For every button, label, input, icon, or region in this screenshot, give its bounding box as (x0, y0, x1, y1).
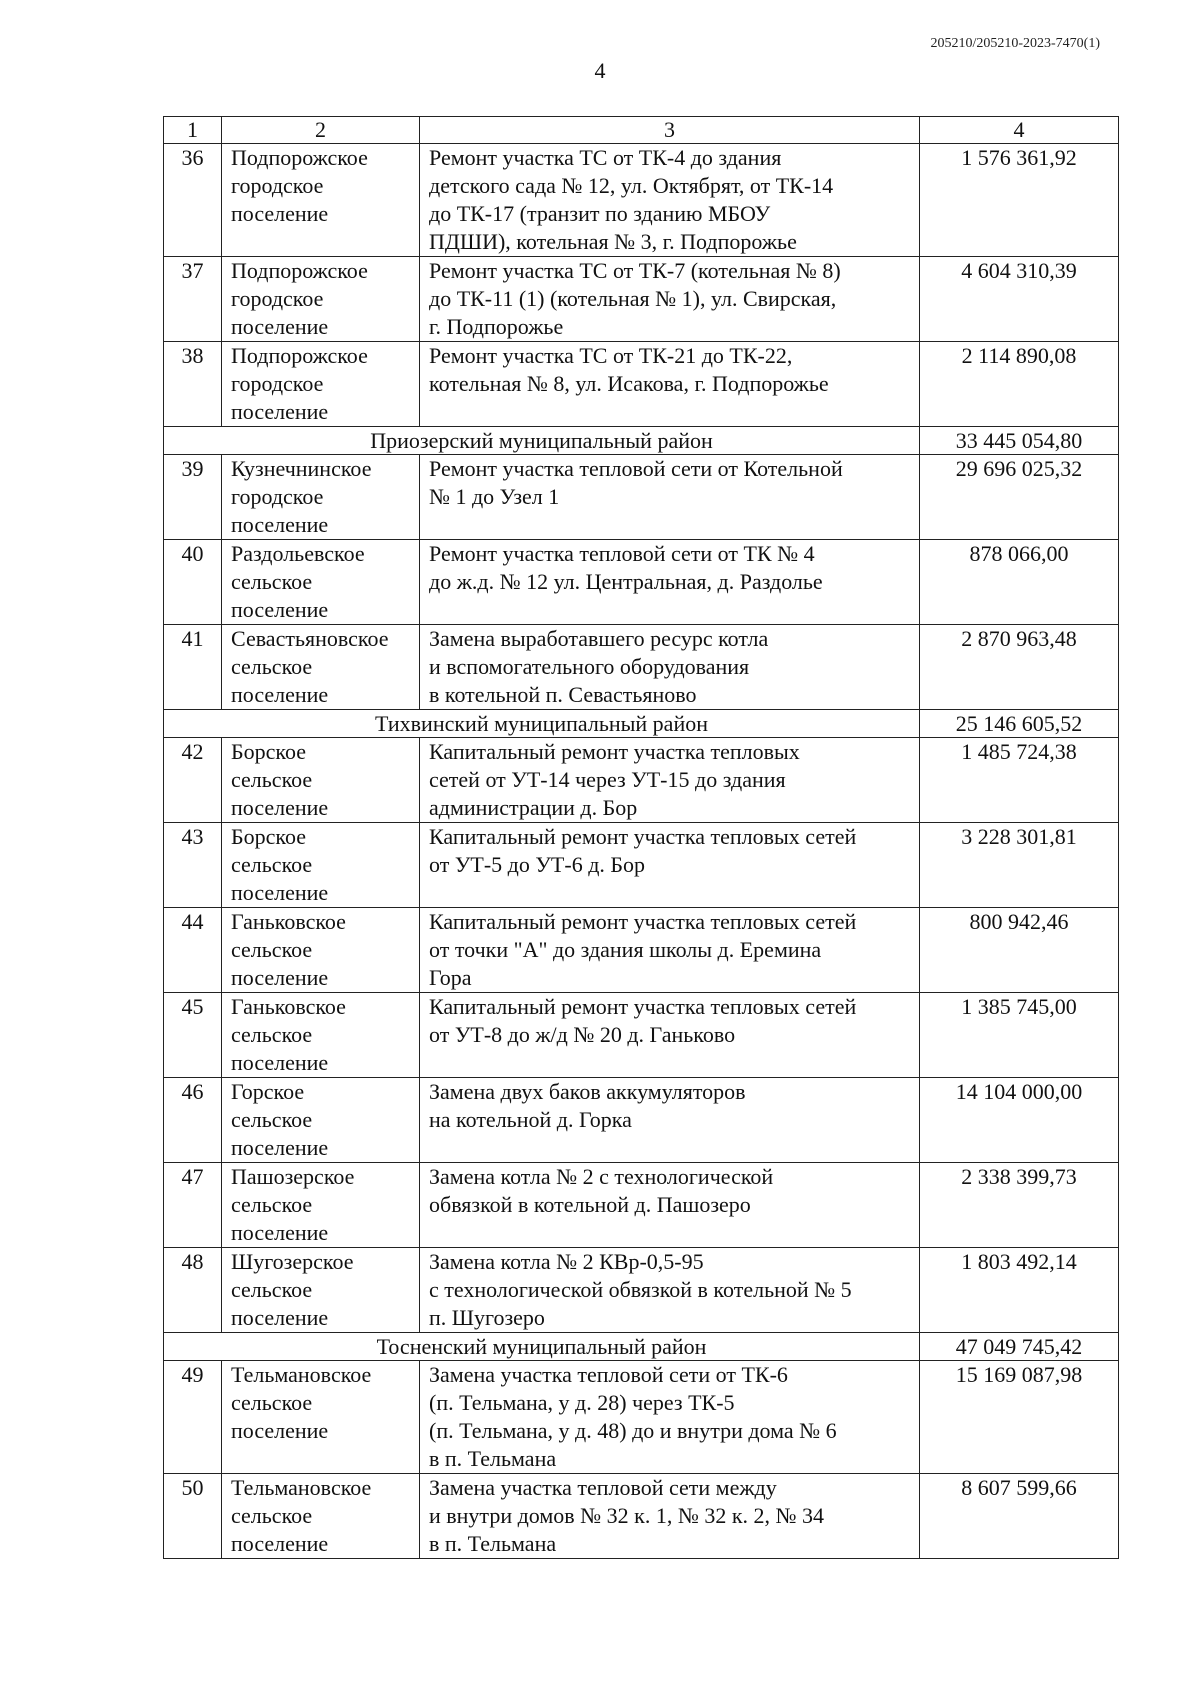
funding-table (163, 116, 1119, 1559)
settlement-line: Тельмановское (231, 1475, 372, 1500)
amount-cell: 1 803 492,14 (920, 1248, 1119, 1333)
section-amount: 25 146 605,52 (920, 710, 1119, 738)
description-cell (420, 540, 920, 625)
settlement-line: сельское (231, 767, 313, 792)
amount-cell: 2 114 890,08 (920, 342, 1119, 427)
description-cell (420, 1163, 920, 1248)
page-number: 4 (594, 58, 606, 83)
table-row (164, 144, 1119, 257)
row-number: 38 (164, 342, 222, 427)
description-line: на котельной д. Горка (429, 1107, 632, 1132)
description-line: Ремонт участка ТС от ТК-4 до здания (429, 145, 782, 170)
settlement-line: Пашозерское (231, 1164, 355, 1189)
description-line: г. Подпорожье (429, 314, 564, 339)
section-row (164, 1333, 1119, 1361)
description-line: п. Шугозеро (429, 1305, 545, 1330)
settlement-line: поселение (231, 1135, 329, 1160)
table-row (164, 908, 1119, 993)
description-cell (420, 1474, 920, 1559)
settlement-cell (222, 823, 420, 908)
description-line: от УТ-5 до УТ-6 д. Бор (429, 852, 646, 877)
description-line: Ремонт участка тепловой сети от Котельной (429, 456, 843, 481)
description-line: от УТ-8 до ж/д № 20 д. Ганьково (429, 1022, 736, 1047)
amount-cell: 1 576 361,92 (920, 144, 1119, 257)
description-line: ПДШИ), котельная № 3, г. Подпорожье (429, 229, 797, 254)
description-cell (420, 1248, 920, 1333)
table-row (164, 993, 1119, 1078)
description-line: Замена котла № 2 с технологической (429, 1164, 774, 1189)
settlement-line: поселение (231, 399, 329, 424)
description-cell (420, 908, 920, 993)
settlement-line: городское (231, 286, 324, 311)
description-cell (420, 993, 920, 1078)
row-number: 39 (164, 455, 222, 540)
amount-cell: 2 870 963,48 (920, 625, 1119, 710)
settlement-line: сельское (231, 1192, 313, 1217)
table-row (164, 823, 1119, 908)
row-number: 42 (164, 738, 222, 823)
settlement-line: Подпорожское (231, 258, 368, 283)
row-number: 37 (164, 257, 222, 342)
row-number: 48 (164, 1248, 222, 1333)
settlement-cell (222, 738, 420, 823)
description-line: в котельной п. Севастьяново (429, 682, 697, 707)
settlement-line: поселение (231, 597, 329, 622)
section-row (164, 427, 1119, 455)
settlement-line: городское (231, 484, 324, 509)
settlement-cell (222, 540, 420, 625)
description-cell (420, 342, 920, 427)
row-number: 47 (164, 1163, 222, 1248)
description-line: Замена двух баков аккумуляторов (429, 1079, 746, 1104)
amount-cell: 4 604 310,39 (920, 257, 1119, 342)
amount-cell: 1 485 724,38 (920, 738, 1119, 823)
description-cell (420, 1361, 920, 1474)
description-line: Капитальный ремонт участка тепловых сетей (429, 909, 857, 934)
description-line: до ТК-17 (транзит по зданию МБОУ (429, 201, 771, 226)
description-line: в п. Тельмана (429, 1531, 557, 1556)
settlement-cell (222, 1163, 420, 1248)
description-line: Замена участка тепловой сети от ТК-6 (429, 1362, 788, 1387)
description-line: до ж.д. № 12 ул. Центральная, д. Раздолье (429, 569, 823, 594)
description-cell (420, 455, 920, 540)
description-line: и вспомогательного оборудования (429, 654, 750, 679)
settlement-line: поселение (231, 795, 329, 820)
settlement-line: сельское (231, 1107, 313, 1132)
description-line: от точки "А" до здания школы д. Еремина (429, 937, 822, 962)
description-line: в п. Тельмана (429, 1446, 557, 1471)
description-cell (420, 823, 920, 908)
settlement-line: Севастьяновское (231, 626, 389, 651)
row-number: 41 (164, 625, 222, 710)
settlement-line: сельское (231, 654, 313, 679)
table-row (164, 1163, 1119, 1248)
row-number: 50 (164, 1474, 222, 1559)
settlement-line: поселение (231, 1418, 329, 1443)
table-row (164, 1474, 1119, 1559)
settlement-line: сельское (231, 937, 313, 962)
header-cell-1: 1 (164, 117, 222, 144)
description-line: обвязкой в котельной д. Пашозеро (429, 1192, 751, 1217)
description-line: Ремонт участка тепловой сети от ТК № 4 (429, 541, 815, 566)
description-line: сетей от УТ-14 через УТ-15 до здания (429, 767, 786, 792)
row-number: 45 (164, 993, 222, 1078)
description-line: Ремонт участка ТС от ТК-7 (котельная № 8) (429, 258, 841, 283)
settlement-line: сельское (231, 852, 313, 877)
settlement-line: Подпорожское (231, 343, 368, 368)
table-row (164, 540, 1119, 625)
settlement-cell (222, 455, 420, 540)
table-row (164, 1078, 1119, 1163)
settlement-line: сельское (231, 569, 313, 594)
description-line: Гора (429, 965, 472, 990)
table-row (164, 257, 1119, 342)
settlement-line: сельское (231, 1022, 313, 1047)
description-cell (420, 738, 920, 823)
description-line: (п. Тельмана, у д. 48) до и внутри дома № 6 (429, 1418, 837, 1443)
table-row (164, 455, 1119, 540)
description-cell (420, 144, 920, 257)
table-row (164, 342, 1119, 427)
settlement-line: поселение (231, 1220, 329, 1245)
settlement-cell (222, 625, 420, 710)
settlement-line: сельское (231, 1503, 313, 1528)
table-body (164, 117, 1119, 1559)
settlement-line: Тельмановское (231, 1362, 372, 1387)
amount-cell: 14 104 000,00 (920, 1078, 1119, 1163)
settlement-line: поселение (231, 512, 329, 537)
settlement-line: поселение (231, 201, 329, 226)
row-number: 44 (164, 908, 222, 993)
section-amount: 47 049 745,42 (920, 1333, 1119, 1361)
description-line: администрации д. Бор (429, 795, 638, 820)
header-cell-3: 3 (420, 117, 920, 144)
settlement-line: Ганьковское (231, 994, 346, 1019)
description-line: Капитальный ремонт участка тепловых (429, 739, 800, 764)
section-name: Приозерский муниципальный район (164, 427, 920, 455)
section-name: Тосненский муниципальный район (164, 1333, 920, 1361)
amount-cell: 2 338 399,73 (920, 1163, 1119, 1248)
settlement-cell (222, 257, 420, 342)
description-line: (п. Тельмана, у д. 28) через ТК-5 (429, 1390, 735, 1415)
row-number: 49 (164, 1361, 222, 1474)
description-cell (420, 257, 920, 342)
amount-cell: 3 228 301,81 (920, 823, 1119, 908)
row-number: 43 (164, 823, 222, 908)
settlement-line: Раздольевское (231, 541, 365, 566)
settlement-cell (222, 908, 420, 993)
description-line: Капитальный ремонт участка тепловых сетей (429, 994, 857, 1019)
description-line: Замена участка тепловой сети между (429, 1475, 777, 1500)
row-number: 36 (164, 144, 222, 257)
table-row (164, 625, 1119, 710)
amount-cell: 8 607 599,66 (920, 1474, 1119, 1559)
settlement-cell (222, 993, 420, 1078)
settlement-line: Ганьковское (231, 909, 346, 934)
settlement-line: Подпорожское (231, 145, 368, 170)
description-line: № 1 до Узел 1 (429, 484, 560, 509)
settlement-line: поселение (231, 880, 329, 905)
settlement-line: Борское (231, 824, 307, 849)
settlement-cell (222, 1078, 420, 1163)
description-line: с технологической обвязкой в котельной № 5 (429, 1277, 852, 1302)
header-cell-4: 4 (920, 117, 1119, 144)
settlement-line: поселение (231, 965, 329, 990)
settlement-cell (222, 1474, 420, 1559)
description-line: и внутри домов № 32 к. 1, № 32 к. 2, № 34 (429, 1503, 825, 1528)
description-cell (420, 1078, 920, 1163)
header-row (164, 117, 1119, 144)
description-line: до ТК-11 (1) (котельная № 1), ул. Свирская, (429, 286, 837, 311)
settlement-line: Борское (231, 739, 307, 764)
amount-cell: 878 066,00 (920, 540, 1119, 625)
row-number: 40 (164, 540, 222, 625)
header-cell-2: 2 (222, 117, 420, 144)
settlement-line: Кузнечнинское (231, 456, 372, 481)
section-name: Тихвинский муниципальный район (164, 710, 920, 738)
amount-cell: 15 169 087,98 (920, 1361, 1119, 1474)
settlement-line: сельское (231, 1277, 313, 1302)
settlement-line: поселение (231, 682, 329, 707)
settlement-line: сельское (231, 1390, 313, 1415)
settlement-cell (222, 1361, 420, 1474)
table-row (164, 1248, 1119, 1333)
settlement-cell (222, 1248, 420, 1333)
description-line: Замена выработавшего ресурс котла (429, 626, 769, 651)
amount-cell: 29 696 025,32 (920, 455, 1119, 540)
row-number: 46 (164, 1078, 222, 1163)
section-row (164, 710, 1119, 738)
settlement-line: поселение (231, 314, 329, 339)
amount-cell: 1 385 745,00 (920, 993, 1119, 1078)
description-cell (420, 625, 920, 710)
settlement-line: поселение (231, 1050, 329, 1075)
description-line: Ремонт участка ТС от ТК-21 до ТК-22, (429, 343, 793, 368)
settlement-line: поселение (231, 1531, 329, 1556)
description-line: котельная № 8, ул. Исакова, г. Подпорожье (429, 371, 829, 396)
settlement-cell (222, 342, 420, 427)
settlement-line: Горское (231, 1079, 305, 1104)
document-id: 205210/205210-2023-7470(1) (930, 36, 1100, 51)
description-line: Капитальный ремонт участка тепловых сетей (429, 824, 857, 849)
section-amount: 33 445 054,80 (920, 427, 1119, 455)
settlement-cell (222, 144, 420, 257)
description-line: Замена котла № 2 КВр-0,5-95 (429, 1249, 704, 1274)
amount-cell: 800 942,46 (920, 908, 1119, 993)
description-line: детского сада № 12, ул. Октябрят, от ТК-14 (429, 173, 834, 198)
settlement-line: поселение (231, 1305, 329, 1330)
settlement-line: городское (231, 173, 324, 198)
settlement-line: Шугозерское (231, 1249, 354, 1274)
table-row (164, 738, 1119, 823)
settlement-line: городское (231, 371, 324, 396)
table-row (164, 1361, 1119, 1474)
